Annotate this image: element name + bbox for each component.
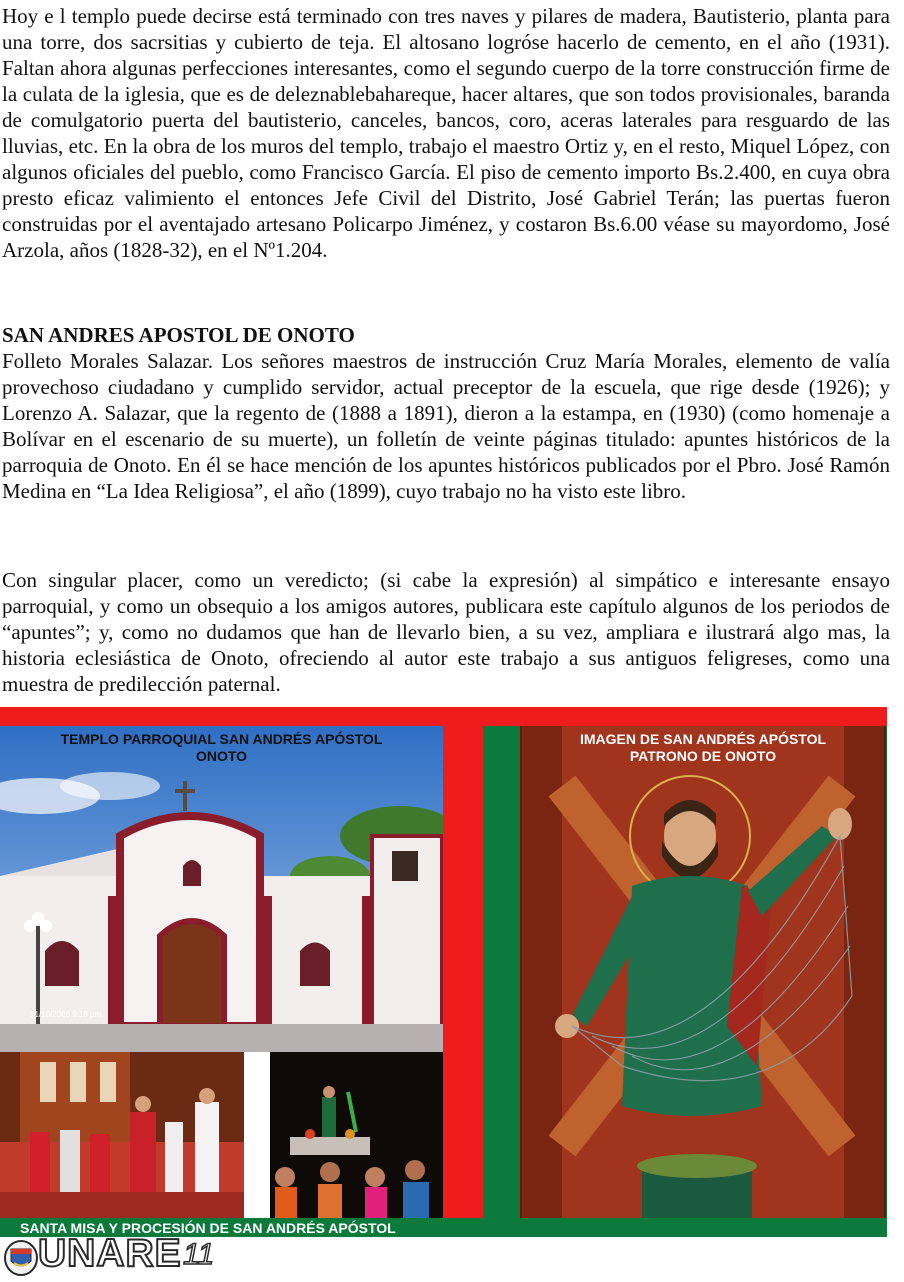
statue-photo	[522, 726, 884, 1218]
photo-divider	[244, 1052, 270, 1218]
text-section-folleto	[2, 322, 890, 504]
mass-photo	[0, 1052, 244, 1218]
statue-caption-line1: IMAGEN DE SAN ANDRÉS APÓSTOL	[579, 731, 827, 747]
paragraph-singular: Con singular placer, como un veredicto; (si cabe la expresión) al simpático e interesante ensayo parroquial, y como un obsequio a los amigos autores, publicara este capítulo algunos de los periodos de “apuntes”; y, como no dudamos que han de llevarlo bien, a su vez, ampliara e ilustrará algo mas, la historia eclesiástica de Onoto, ofreciendo al autor este trabajo a sus antiguos feligreses, como una muestra de predilección paternal.	[2, 568, 890, 696]
temple-caption-line1: TEMPLO PARROQUIAL SAN ANDRÉS APÓSTOL	[60, 731, 383, 747]
paragraph-folleto: Folleto Morales Salazar. Los señores maestros de instrucción Cruz María Morales, elemento de valía provechoso ciudadano y cumplido servidor, actual preceptor de la escuela, que rige desde (1926); y Lorenzo A. Salazar, que la regento de (1888 a 1891), dieron a la estampa, en (1930) (como homenaje a Bolívar en el escenario de su muerte), un folletín de veinte páginas titulado: apuntes históricos de la parroquia de Onoto. En él se hace mención de los apuntes históricos publicados por el Pbro. José Ramón Medina en “La Idea Religiosa”, el año (1899), cuyo trabajo no ha visto este libro.	[2, 349, 890, 503]
procession-photo	[270, 1052, 443, 1218]
page-number: 11	[183, 1238, 215, 1271]
paragraph-temple-description: Hoy e l templo puede decirse está terminado con tres naves y pilares de madera, Bautisterio, planta para una torre, dos sacrsitias y cubierto de teja. El altosano logróse hacerlo de cemento, en el año (1931). Faltan ahora algunas perfecciones interesantes, como el segundo cuerpo de la torre construcción firme de la culata de la iglesia, que es de deleznablebahareque, hacer altares, que son todos provisionales, baranda de comulgatorio puerta del bautisterio, canceles, bancos, coro, aceras laterales para resguardo de las lluvias, etc. En la obra de los muros del templo, trabajo el maestro Ortiz y, en el resto, Miquel López, con algunos oficiales del pueblo, como Francisco García. El piso de cemento importo Bs.2.400, en cuya obra presto eficaz valimiento el entonces Jefe Civil del Distrito, José Gabriel Terán; las puertas fueron construidas por el aventajado artesano Policarpo Jiménez, y costaron Bs.6.00 véase su mayordomo, José Arzola, años (1828-32), en el Nº1.204.	[2, 4, 890, 262]
collage-bottom-caption: SANTA MISA Y PROCESIÓN DE SAN ANDRÉS APÓSTOL	[20, 1220, 396, 1236]
statue-caption-line2: PATRONO DE ONOTO	[629, 748, 777, 764]
section-heading: SAN ANDRES APOSTOL DE ONOTO	[2, 323, 355, 347]
temple-caption-line2: ONOTO	[195, 748, 248, 764]
text-section-singular	[2, 567, 890, 697]
temple-caption	[0, 731, 443, 765]
publication-brand: UNARE	[38, 1232, 182, 1275]
municipal-seal-icon	[3, 1239, 39, 1277]
text-section-top	[2, 3, 890, 263]
photo-timestamp: 01/10/2006 9:18 pm	[30, 1010, 102, 1019]
temple-photo	[0, 726, 443, 1052]
collage-red-column	[443, 707, 483, 1237]
statue-caption	[522, 731, 884, 765]
